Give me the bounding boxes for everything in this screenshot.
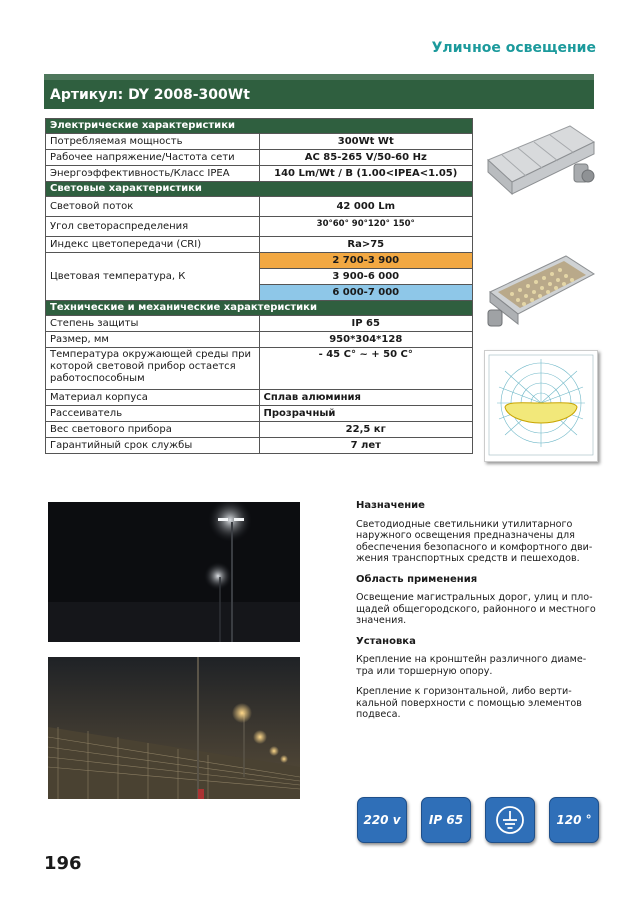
night-street-photo: [48, 502, 300, 642]
table-row: [46, 166, 473, 182]
install-text-1: Крепление на кронштейн различного диаметра или торшерную опору.: [356, 654, 587, 677]
page-number: 196: [44, 853, 82, 874]
angle-label: Угол светораспределения: [46, 217, 260, 237]
temp-value: - 45 С° ~ + 50 С°: [259, 348, 473, 390]
body-label: Материал корпуса: [46, 390, 260, 406]
table-row: [46, 197, 473, 217]
size-value: 950*304*128: [259, 332, 473, 348]
install-title: Установка: [356, 635, 416, 647]
temp-label: Температура окружающей среды при которой световой прибор остается работоспособным: [46, 348, 260, 390]
spec-table: [45, 118, 473, 454]
install-text-2: Крепление к горизонтальной, либо вертикальной поверхности с помощью элементов подвеса.: [356, 686, 582, 720]
description-block: [356, 500, 596, 730]
table-row: [46, 316, 473, 332]
cct-warm-value: 2 700-3 900: [259, 253, 473, 269]
area-title: Область применения: [356, 573, 478, 585]
purpose-title: Назначение: [356, 500, 425, 511]
cct-label: Цветовая температура, К: [46, 253, 260, 301]
flux-label: Световой поток: [46, 197, 260, 217]
diffuser-label: Рассеиватель: [46, 406, 260, 422]
voltage-label: Рабочее напряжение/Частота сети: [46, 150, 260, 166]
power-value: 300Wt Wt: [259, 134, 473, 150]
efficiency-label: Энергоэффективность/Класс IPEA: [46, 166, 260, 182]
purpose-text: Светодиодные светильники утилитарного наружного освещения предназначены для обеспечения безопасного и комфортного движения транспортных средств и пешеходов.: [356, 518, 593, 564]
fence-lights-photo: [48, 657, 300, 799]
ip-value: IP 65: [259, 316, 473, 332]
weight-value: 22,5 кг: [259, 422, 473, 438]
flux-value: 42 000 Lm: [259, 197, 473, 217]
cri-value: Ra>75: [259, 237, 473, 253]
area-text: Освещение магистральных дорог, улиц и площадей общегородского, районного и местного значения.: [356, 592, 596, 626]
table-row: [46, 150, 473, 166]
table-row: [46, 332, 473, 348]
light-header: Световые характеристики: [46, 182, 473, 197]
table-row: [46, 422, 473, 438]
table-row: [46, 134, 473, 150]
product-image-led: [482, 248, 600, 338]
weight-label: Вес светового прибора: [46, 422, 260, 438]
voltage-badge: 220 v: [357, 797, 407, 843]
ground-icon: [495, 805, 525, 835]
product-title-banner: Артикул: DY 2008-300Wt: [44, 80, 594, 109]
table-row: [46, 406, 473, 422]
warranty-value: 7 лет: [259, 438, 473, 454]
section-title: Уличное освещение: [431, 40, 596, 56]
warranty-label: Гарантийный срок службы: [46, 438, 260, 454]
table-row: [46, 237, 473, 253]
cct-cool-value: 6 000-7 000: [259, 285, 473, 301]
electrical-header: Электрические характеристики: [46, 119, 473, 134]
power-label: Потребляемая мощность: [46, 134, 260, 150]
table-row: [46, 390, 473, 406]
cct-neutral-value: 3 900-6 000: [259, 269, 473, 285]
tech-header: Технические и механические характеристики: [46, 301, 473, 316]
light-distribution-diagram: [484, 350, 598, 462]
table-row: [46, 348, 473, 390]
voltage-value: AC 85-265 V/50-60 Hz: [259, 150, 473, 166]
table-row: [46, 438, 473, 454]
efficiency-value: 140 Lm/Wt / B (1.00<IPEA<1.05): [259, 166, 473, 182]
product-image-closed: [482, 120, 600, 210]
diffuser-value: Прозрачный: [259, 406, 473, 422]
ip-label: Степень защиты: [46, 316, 260, 332]
table-row: [46, 253, 473, 269]
ip-badge: IP 65: [421, 797, 471, 843]
cri-label: Индекс цветопередачи (CRI): [46, 237, 260, 253]
table-row: [46, 217, 473, 237]
size-label: Размер, мм: [46, 332, 260, 348]
ground-badge: [485, 797, 535, 843]
angle-value: 30°60° 90°120° 150°: [259, 217, 473, 237]
body-value: Сплав алюминия: [259, 390, 473, 406]
angle-badge: 120 °: [549, 797, 599, 843]
